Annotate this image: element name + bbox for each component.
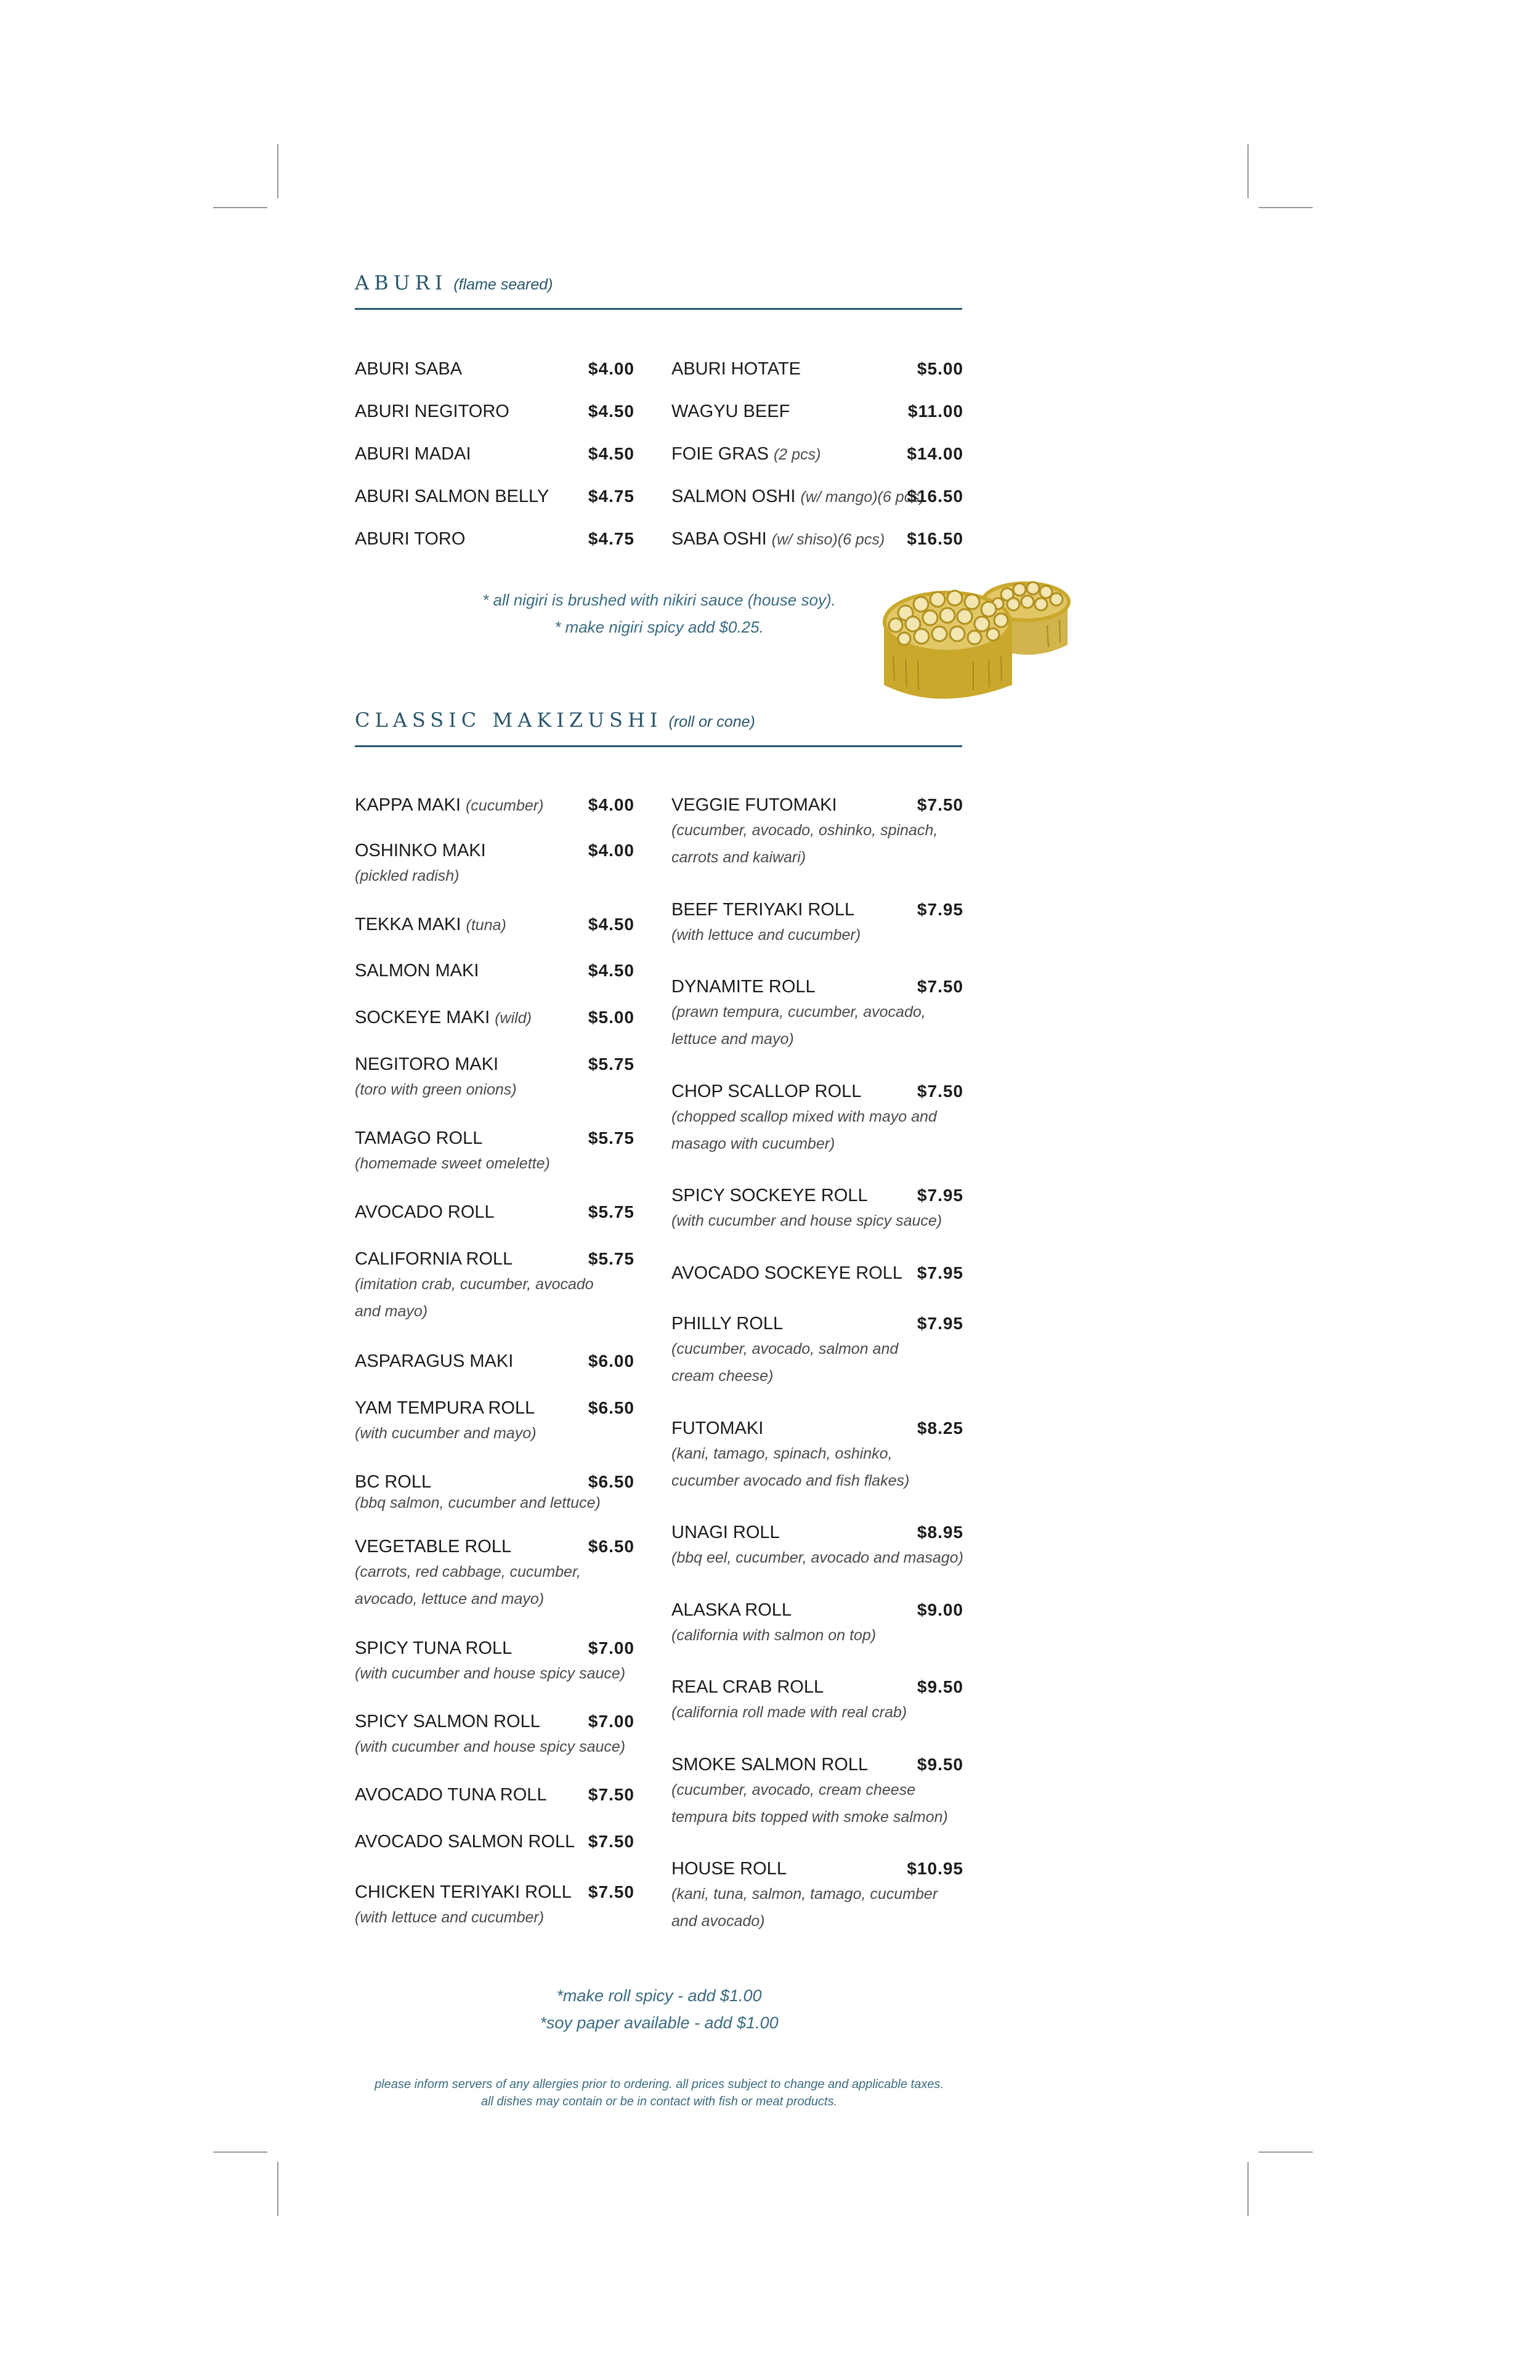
- item-title: VEGGIE FUTOMAKI: [671, 795, 837, 815]
- menu-item: [355, 485, 634, 508]
- note-line: * all nigiri is brushed with nikiri sauce (house soy).: [482, 591, 836, 609]
- item-description: (cucumber, avocado, oshinko, spinach,: [671, 822, 938, 839]
- item-title: SALMON MAKI: [355, 961, 479, 981]
- item-description: (imitation crab, cucumber, avocado: [355, 1276, 594, 1293]
- menu-item: [671, 1598, 963, 1649]
- item-title: REAL CRAB ROLL: [671, 1677, 824, 1697]
- item-description: (with lettuce and cucumber): [671, 926, 861, 944]
- note-line: *soy paper available - add $1.00: [540, 2014, 779, 2032]
- roll-notes: [431, 1982, 887, 2036]
- item-title: ASPARAGUS MAKI: [355, 1351, 514, 1371]
- item-price: $4.00: [588, 359, 634, 378]
- menu-item: [355, 1880, 634, 1931]
- item-description: tempura bits topped with smoke salmon): [671, 1808, 948, 1826]
- item-price: $6.50: [588, 1398, 634, 1417]
- item-title: ABURI NEGITORO: [355, 402, 509, 421]
- menu-item: [355, 1350, 634, 1373]
- menu-item: [671, 1675, 963, 1726]
- item-title: SOCKEYE MAKI: [355, 1008, 490, 1027]
- section-title: CLASSIC MAKIZUSHI: [355, 708, 663, 732]
- item-note: (w/ mango)(6 pcs): [800, 488, 925, 506]
- item-title: FOIE GRAS: [671, 444, 769, 464]
- crop-mark: [1247, 2162, 1249, 2216]
- menu-item: [671, 975, 963, 1053]
- menu-item: [671, 1261, 963, 1285]
- menu-item: [671, 1753, 963, 1831]
- item-title: AVOCADO SOCKEYE ROLL: [671, 1263, 902, 1283]
- crop-mark: [213, 2151, 267, 2153]
- item-note: (w/ shiso)(6 pcs): [771, 531, 885, 548]
- menu-item: [355, 793, 634, 817]
- item-title: CALIFORNIA ROLL: [355, 1249, 513, 1269]
- menu-item: [671, 1857, 963, 1935]
- item-title: SPICY SOCKEYE ROLL: [671, 1186, 868, 1205]
- item-note: (wild): [495, 1010, 532, 1027]
- item-price: $11.00: [907, 402, 963, 421]
- item-title: SPICY TUNA ROLL: [355, 1638, 513, 1658]
- crop-mark: [1247, 144, 1249, 198]
- item-description: (prawn tempura, cucumber, avocado,: [671, 1003, 926, 1021]
- item-price: $7.95: [917, 900, 963, 919]
- note-line: * make nigiri spicy add $0.25.: [554, 618, 764, 636]
- menu-item: [355, 1396, 634, 1447]
- item-title: OSHINKO MAKI: [355, 841, 486, 860]
- allergy-footer: [320, 2076, 998, 2110]
- item-price: $10.95: [907, 1859, 963, 1878]
- makizushi-header: [355, 708, 962, 732]
- menu-item: [671, 357, 963, 381]
- item-title: SPICY SALMON ROLL: [355, 1712, 540, 1731]
- item-description: (california with salmon on top): [671, 1627, 877, 1644]
- item-title: UNAGI ROLL: [671, 1523, 780, 1542]
- menu-item: [671, 898, 963, 949]
- item-title: ABURI SALMON BELLY: [355, 487, 549, 506]
- item-title: TAMAGO ROLL: [355, 1128, 483, 1148]
- item-price: $4.50: [588, 402, 634, 421]
- item-note: (2 pcs): [773, 446, 821, 463]
- menu-item: [671, 485, 963, 509]
- item-title: HOUSE ROLL: [671, 1859, 787, 1879]
- footer-line: all dishes may contain or be in contact with fish or meat products.: [480, 2095, 838, 2108]
- menu-item: [355, 400, 634, 423]
- item-title: ABURI SABA: [355, 359, 463, 379]
- item-price: $4.75: [588, 487, 634, 506]
- item-description: (bbq salmon, cucumber and lettuce): [355, 1494, 601, 1512]
- item-price: $4.00: [588, 795, 634, 814]
- menu-item: [671, 1521, 963, 1571]
- menu-item: [355, 1535, 634, 1613]
- item-title: ABURI HOTATE: [671, 359, 801, 379]
- item-price: $9.50: [917, 1755, 963, 1774]
- item-title: ABURI MADAI: [355, 444, 471, 464]
- menu-item: [355, 913, 634, 937]
- item-title: WAGYU BEEF: [671, 402, 790, 421]
- item-price: $7.50: [917, 977, 963, 996]
- item-title: AVOCADO ROLL: [355, 1202, 495, 1222]
- item-price: $7.00: [588, 1638, 634, 1658]
- menu-item: [355, 357, 634, 381]
- item-note: (tuna): [466, 917, 506, 934]
- item-price: $8.95: [917, 1523, 963, 1542]
- item-price: $8.25: [917, 1419, 963, 1438]
- item-title: SALMON OSHI: [671, 487, 796, 506]
- item-title: NEGITORO MAKI: [355, 1054, 499, 1074]
- item-title: AVOCADO TUNA ROLL: [355, 1785, 547, 1805]
- item-price: $7.50: [588, 1785, 634, 1804]
- item-title: VEGETABLE ROLL: [355, 1537, 512, 1556]
- item-description: masago with cucumber): [671, 1135, 835, 1152]
- item-description: (toro with green onions): [355, 1081, 517, 1098]
- menu-item: [355, 839, 634, 889]
- item-price: $6.50: [588, 1472, 634, 1491]
- menu-item: [671, 527, 963, 551]
- item-title: AVOCADO SALMON ROLL: [355, 1832, 575, 1852]
- item-title: PHILLY ROLL: [671, 1314, 784, 1334]
- item-title: FUTOMAKI: [671, 1419, 764, 1438]
- item-description: cucumber avocado and fish flakes): [671, 1472, 910, 1489]
- item-description: (bbq eel, cucumber, avocado and masago): [671, 1549, 963, 1566]
- item-price: $5.75: [588, 1054, 634, 1074]
- item-title: DYNAMITE ROLL: [671, 977, 816, 997]
- item-price: $7.50: [917, 795, 963, 814]
- item-price: $14.00: [907, 444, 963, 463]
- item-price: $5.00: [588, 1008, 634, 1027]
- item-price: $4.75: [588, 529, 634, 548]
- item-price: $6.50: [588, 1537, 634, 1556]
- aburi-header: [355, 271, 962, 294]
- item-price: $7.50: [588, 1882, 634, 1901]
- menu-item: [355, 1783, 634, 1807]
- item-description: (pickled radish): [355, 867, 460, 884]
- menu-item: [355, 959, 634, 982]
- crop-mark: [213, 207, 267, 208]
- item-price: $7.50: [917, 1082, 963, 1101]
- item-description: (with cucumber and house spicy sauce): [671, 1212, 942, 1229]
- item-price: $5.00: [917, 359, 963, 378]
- menu-item: [355, 1247, 634, 1325]
- footer-line: please inform servers of any allergies prior to ordering. all prices subject to change and applicable taxes.: [375, 2078, 944, 2091]
- crop-mark: [1258, 2151, 1313, 2153]
- item-price: $9.50: [917, 1677, 963, 1696]
- item-price: $16.50: [907, 487, 963, 506]
- menu-item: [355, 1053, 634, 1103]
- item-price: $7.95: [917, 1314, 963, 1333]
- item-description: (kani, tuna, salmon, tamago, cucumber: [671, 1885, 938, 1903]
- crop-mark: [277, 2162, 278, 2216]
- item-price: $5.75: [588, 1202, 634, 1221]
- item-title: CHICKEN TERIYAKI ROLL: [355, 1882, 572, 1902]
- item-description: (cucumber, avocado, salmon and: [671, 1340, 899, 1358]
- item-note: (cucumber): [465, 797, 544, 814]
- menu-item: [355, 1200, 634, 1224]
- item-price: $7.95: [917, 1186, 963, 1205]
- crop-mark: [1258, 207, 1313, 208]
- section-divider: [355, 745, 962, 747]
- item-description: (california roll made with real crab): [671, 1704, 907, 1721]
- item-description: (cucumber, avocado, cream cheese: [671, 1781, 916, 1799]
- item-description: cream cheese): [671, 1367, 774, 1385]
- item-price: $5.75: [588, 1249, 634, 1268]
- item-description: (homemade sweet omelette): [355, 1155, 550, 1172]
- menu-item: [355, 1830, 634, 1853]
- item-description: (with lettuce and cucumber): [355, 1909, 545, 1926]
- menu-item: [671, 1080, 963, 1157]
- menu-item: [671, 442, 963, 466]
- menu-item: [355, 442, 634, 466]
- item-description: (carrots, red cabbage, cucumber,: [355, 1563, 581, 1581]
- item-price: $4.50: [588, 444, 634, 463]
- menu-item: [355, 527, 634, 551]
- menu-item: [671, 400, 963, 423]
- item-title: CHOP SCALLOP ROLL: [671, 1082, 862, 1101]
- aburi-notes: [431, 586, 887, 641]
- item-title: KAPPA MAKI: [355, 795, 461, 815]
- menu-item: [355, 1127, 634, 1177]
- item-description: (chopped scallop mixed with mayo and: [671, 1108, 937, 1125]
- section-subtitle: (flame seared): [453, 276, 553, 293]
- menu-item: [355, 1470, 634, 1512]
- item-price: $7.50: [588, 1832, 634, 1851]
- item-description: lettuce and mayo): [671, 1030, 794, 1048]
- menu-item: [355, 1637, 634, 1687]
- item-title: ALASKA ROLL: [671, 1600, 792, 1620]
- item-price: $4.50: [588, 961, 634, 980]
- menu-item: [671, 793, 963, 871]
- item-title: YAM TEMPURA ROLL: [355, 1398, 535, 1418]
- section-title: ABURI: [355, 271, 448, 294]
- item-price: $9.00: [917, 1600, 963, 1619]
- menu-item: [355, 1710, 634, 1760]
- item-description: and mayo): [355, 1303, 428, 1320]
- menu-item: [671, 1312, 963, 1390]
- item-description: (with cucumber and house spicy sauce): [355, 1738, 626, 1755]
- item-title: BEEF TERIYAKI ROLL: [671, 900, 855, 920]
- item-description: (with cucumber and mayo): [355, 1425, 537, 1442]
- item-price: $7.95: [917, 1263, 963, 1282]
- item-price: $7.00: [588, 1712, 634, 1731]
- item-price: $6.00: [588, 1351, 634, 1370]
- item-title: ABURI TORO: [355, 529, 466, 549]
- item-description: avocado, lettuce and mayo): [355, 1590, 545, 1608]
- item-price: $4.50: [588, 915, 634, 934]
- menu-item: [671, 1184, 963, 1234]
- menu-item: [671, 1417, 963, 1494]
- item-description: and avocado): [671, 1912, 765, 1930]
- item-description: (with cucumber and house spicy sauce): [355, 1665, 626, 1682]
- item-price: $16.50: [907, 529, 963, 548]
- item-price: $4.00: [588, 841, 634, 860]
- menu-item: [355, 1006, 634, 1030]
- item-price: $5.75: [588, 1128, 634, 1148]
- section-subtitle: (roll or cone): [668, 713, 755, 731]
- note-line: *make roll spicy - add $1.00: [556, 1986, 762, 2005]
- item-description: (kani, tamago, spinach, oshinko,: [671, 1445, 893, 1462]
- item-title: TEKKA MAKI: [355, 915, 461, 934]
- item-title: SMOKE SALMON ROLL: [671, 1755, 869, 1775]
- item-title: SABA OSHI: [671, 529, 767, 549]
- item-title: BC ROLL: [355, 1472, 432, 1492]
- item-description: carrots and kaiwari): [671, 849, 806, 866]
- section-divider: [355, 308, 962, 310]
- ikura-gunkan-sushi-icon: [881, 570, 1103, 711]
- crop-mark: [277, 144, 278, 198]
